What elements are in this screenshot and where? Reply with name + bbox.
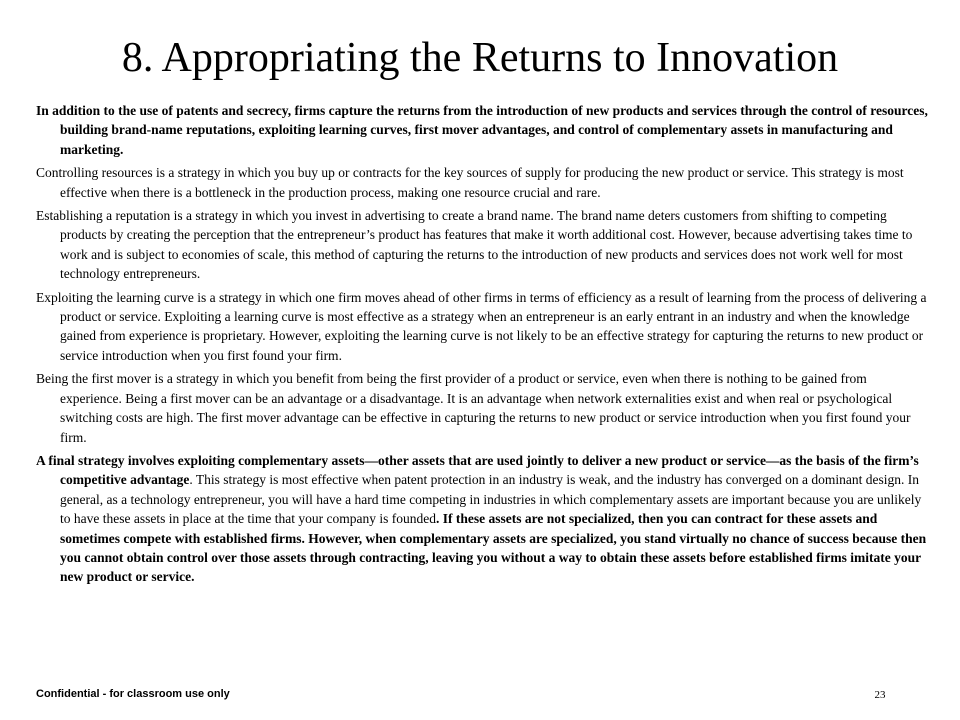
- reputation-text: Establishing a reputation is a strategy in which you invest in advertising to create a brand name. The brand name deters customers from shifting to competing products by creating the perception that the entrepreneur’s product has features that make it worth additional cost. However, because advertising takes time to work and is subject to economies of scale, this method of capturing the returns to the introduction of new products and services does not work well for most technology entrepreneurs.: [36, 208, 913, 282]
- paragraph-controlling-resources: [36, 163, 928, 202]
- first-mover-text: Being the first mover is a strategy in which you benefit from being the first provider of a product or service, even when there is nothing to be gained from experience. Being a first mover can be an advantage or a disadvantage. It is an advantage when network externalities exist and when real or psychological switching costs are high. The first mover advantage can be effective in capturing the returns to new product or service introduction when you first found your firm.: [36, 371, 911, 445]
- controlling-resources-text: Controlling resources is a strategy in which you buy up or contracts for the key sources of supply for producing the new product or service. This strategy is most effective when there is a bottleneck in the production process, making one resource crucial and rare.: [36, 165, 904, 200]
- page-number: 23: [874, 689, 886, 701]
- paragraph-complementary-assets: [36, 451, 928, 587]
- intro-text: In addition to the use of patents and secrecy, firms capture the returns from the introduction of new products and services through the control of resources, building brand-name reputations, exploiting learning curves, first mover advantages, and control of complementary assets in manufacturing and marketing.: [36, 103, 928, 157]
- complementary-assets-text: . This strategy is most effective when patent protection in an industry is weak, and the industry has converged on a dominant design. In general, as a technology entrepreneur, you will have a hard time competing in industries in which complementary assets are important because you are unlikely to have these assets in place at the time that your company is founded: [60, 472, 922, 527]
- paragraph-first-mover: [36, 369, 928, 447]
- paragraph-establishing-reputation: [36, 206, 928, 284]
- slide-body: [36, 101, 928, 591]
- slide-title: 8. Appropriating the Returns to Innovation: [121, 35, 839, 81]
- paragraph-learning-curve: [36, 288, 928, 366]
- confidential-note: Confidential - for classroom use only: [36, 688, 230, 700]
- complementary-assets-bold-lead: A final strategy involves exploiting complementary assets—other assets that are used jointly to deliver a new product or service—as the basis of the firm’s competitive advantage: [36, 452, 919, 488]
- paragraph-intro: [36, 101, 928, 159]
- complementary-assets-bold-close: . If these assets are not specialized, then you can contract for these assets and sometimes compete with established firms. However, when complementary assets are specialized, you stand virtually no chance of success because then you cannot obtain control over those assets through contracting, leaving you without a way to obtain these assets before established firms imitate your new product or service.: [60, 511, 927, 585]
- learning-curve-text: Exploiting the learning curve is a strategy in which one firm moves ahead of other firms in terms of efficiency as a result of learning from the process of delivering a product or service. Exploiting a learning curve is most effective as a strategy when an entrepreneur is an early entrant in an industry and when the knowledge gained from experience is proprietary. However, exploiting the learning curve is not likely to be an effective strategy for capturing the returns to new product or service introduction when you first found your firm.: [36, 289, 927, 363]
